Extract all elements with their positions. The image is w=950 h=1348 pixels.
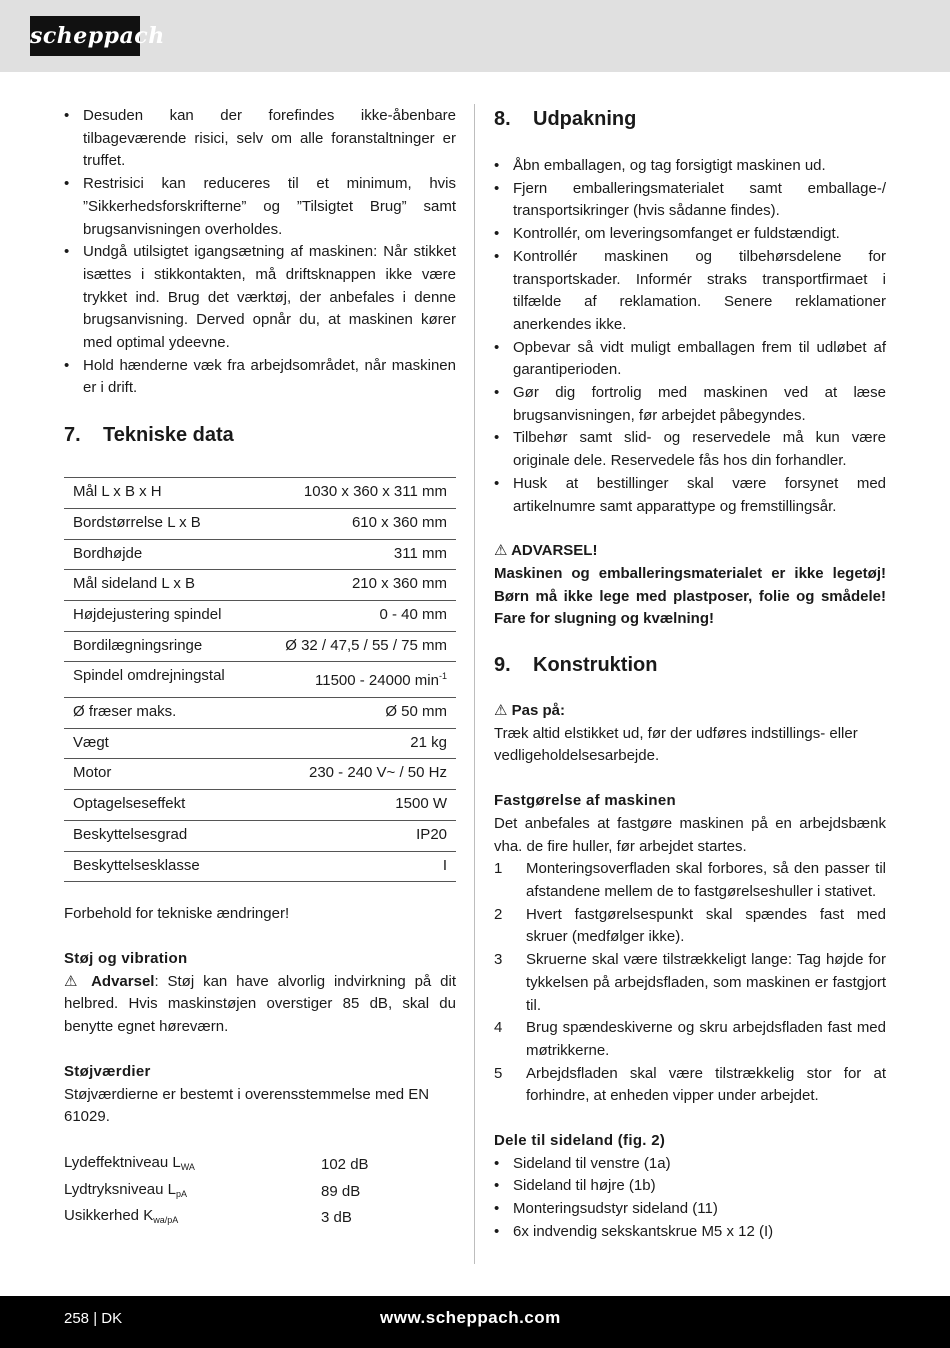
list-item: 1 Monteringsoverfladen skal forbores, så den passer til afstandene mellem de to fastgørelseshuller i stativet. <box>494 860 886 900</box>
table-row <box>64 851 456 882</box>
fastening-intro: Det anbefales at fastgøre maskinen på en arbejdsbænk vha. de fire huller, før arbejdet startes. <box>494 814 886 855</box>
list-item: • Tilbehør samt slid- og reservedele må kun være originale dele. Reservedele fås hos din forhandler. <box>494 427 886 472</box>
page-number: 258 | DK <box>64 1310 123 1327</box>
section-title: Udpakning <box>533 108 637 130</box>
spec-label: Motor <box>64 759 244 790</box>
caution-text: Træk altid elstikket ud, før der udføres indstillings- eller vedligeholdelsesarbejde. <box>494 724 858 765</box>
list-item: • Hold hænderne væk fra arbejdsområdet, når maskinen er i drift. <box>64 355 456 400</box>
unpacking-bullet-list <box>494 155 886 518</box>
list-item: • Husk at bestillinger skal være forsynet med artikelnumre samt apparattype og fremstillingsår. <box>494 473 886 518</box>
spec-label: Beskyttelsesklasse <box>64 851 244 882</box>
list-item: • Sideland til venstre (1a) <box>494 1153 886 1176</box>
table-row <box>64 478 456 509</box>
list-item: • 6x indvendig sekskantskrue M5 x 12 (I) <box>494 1221 886 1244</box>
list-item: • Monteringsudstyr sideland (11) <box>494 1198 886 1221</box>
list-item: • Restrisici kan reduceres til et minimum, hvis ”Sikkerhedsforskrifterne” og ”Tilsigtet Brug” samt brugsanvisningen overholdes. <box>64 173 456 241</box>
noise-label: Lydtryksniveau $L_{pA}$ <box>64 1180 188 1199</box>
noise-warning <box>64 971 456 1039</box>
list-item: • Åbn emballagen, og tag forsigtigt maskinen ud. <box>494 155 886 178</box>
warning-icon: ⚠ <box>494 542 508 560</box>
spec-value: 11500 - 24000 $\min^{-1}$ <box>244 662 456 698</box>
header-bar <box>0 0 950 72</box>
noise-values-heading: Støjværdier <box>64 1062 151 1080</box>
table-row <box>64 790 456 821</box>
warning-text: : Støj kan have alvorlig indvirkning på dit helbred. Hvis maskinstøjen overstiger 85 dB, skal du benytte egnet høreværn. <box>64 972 456 1036</box>
spec-label: Mål L x B x H <box>64 478 244 509</box>
spec-label: Optagelseseffekt <box>64 790 244 821</box>
spec-value: Ø 50 mm <box>244 698 456 729</box>
noise-label: Usikkerhed $K_{wa/pA}$ <box>64 1207 179 1226</box>
warning-label: Advarsel <box>91 972 155 990</box>
noise-vibration-heading: Støj og vibration <box>64 949 188 967</box>
list-item: • Kontrollér maskinen og tilbehørsdelene for transportskader. Informér straks transportfirmaet i tilfælde af reklamation. Senere reklamationer anerkendes ikke. <box>494 246 886 337</box>
list-item: • Gør dig fortrolig med maskinen ved at læse brugsanvisningen, før arbejdet påbegyndes. <box>494 382 886 427</box>
spec-value: 311 mm <box>244 539 456 570</box>
noise-value: 102 dB <box>321 1155 369 1173</box>
spec-value: IP20 <box>244 820 456 851</box>
reservation-note: Forbehold for tekniske ændringer! <box>64 905 290 923</box>
list-item: 3 Skruerne skal være tilstrækkeligt lange: Tag højde for tykkelsen på arbejdsfladen, som maskinen er fastgjort til. <box>494 951 886 1014</box>
spec-label: Højdejustering spindel <box>64 600 244 631</box>
spec-label: Ø fræser maks. <box>64 698 244 729</box>
list-item: • Undgå utilsigtet igangsætning af maskinen: Når stikket isættes i stikkontakten, må driftsknappen ikke være trykket ind. Brug det værktøj, der anbefales i denne brugsanvisning. Derved opnår du, at maskinen kører med optimal ydeevne. <box>64 241 456 355</box>
spec-value: Ø 32 / 47,5 / 55 / 75 mm <box>244 631 456 662</box>
warning-title: ADVARSEL! <box>511 542 598 560</box>
technical-data-table <box>64 477 456 882</box>
spec-label: Vægt <box>64 728 244 759</box>
table-row <box>64 820 456 851</box>
warning-text: Maskinen og emballeringsmaterialet er ikke legetøj! Børn må ikke lege med plastposer, folie og smådele! Fare for slugning og kvælning! <box>494 564 886 628</box>
section-8-heading <box>494 106 886 132</box>
footer-bar <box>0 1296 950 1348</box>
section-number: 8. <box>494 108 511 130</box>
section-number: 7. <box>64 424 81 447</box>
list-item: • Sideland til højre (1b) <box>494 1175 886 1198</box>
spec-label: Spindel omdrejningstal <box>64 662 244 698</box>
list-item: 4 Brug spændeskiverne og skru arbejdsfladen fast med møtrikkerne. <box>494 1019 886 1059</box>
list-item: • Kontrollér, om leveringsomfanget er fuldstændigt. <box>494 223 886 246</box>
safety-bullet-list <box>64 105 456 400</box>
list-item: • Desuden kan der forefindes ikke-åbenbare tilbageværende risici, selv om alle foranstaltninger er truffet. <box>64 105 456 173</box>
section-9-heading <box>494 652 886 678</box>
table-row <box>64 1179 369 1206</box>
parts-bullet-list <box>494 1153 886 1244</box>
spec-value: 0 - 40 mm <box>244 600 456 631</box>
noise-label: Lydeffektniveau $L_{WA}$ <box>64 1153 195 1172</box>
table-row <box>64 728 456 759</box>
spec-label: Bordhøjde <box>64 539 244 570</box>
caution-title: Pas på: <box>511 702 565 720</box>
list-item: 5 Arbejdsfladen skal være tilstrækkelig stor for at forhindre, at enheden vipper under arbejdet. <box>494 1064 886 1105</box>
table-row <box>64 698 456 729</box>
spec-label: Beskyttelsesgrad <box>64 820 244 851</box>
section-number: 9. <box>494 654 511 677</box>
spec-value: 610 x 360 mm <box>244 508 456 539</box>
spec-label: Bordstørrelse L x B <box>64 508 244 539</box>
caution-heading <box>494 700 886 723</box>
table-row <box>64 600 456 631</box>
list-item: • Opbevar så vidt muligt emballagen frem til udløbet af garantiperioden. <box>494 337 886 382</box>
scheppach-logo: scheppach <box>30 16 140 56</box>
parts-heading: Dele til sideland (fig. 2) <box>494 1132 666 1150</box>
section-title: Tekniske data <box>103 424 234 447</box>
spec-value: 230 - 240 V~ / 50 Hz <box>244 759 456 790</box>
list-item: 2 Hvert fastgørelsespunkt skal spændes fast med skruer (medfølger ikke). <box>494 905 886 946</box>
spec-value: 1500 W <box>244 790 456 821</box>
spec-value: I <box>244 851 456 882</box>
noise-values-text: Støjværdierne er bestemt i overensstemmelse med EN 61029. <box>64 1085 430 1126</box>
table-row <box>64 570 456 601</box>
noise-value: 3 dB <box>321 1209 352 1227</box>
column-divider <box>474 104 475 1264</box>
caution-icon: ⚠ <box>494 702 508 720</box>
table-row <box>64 1152 369 1179</box>
noise-value: 89 dB <box>321 1182 361 1200</box>
table-row <box>64 539 456 570</box>
left-column <box>64 105 456 1232</box>
table-row <box>64 1205 369 1232</box>
spec-label: Bordilægningsringe <box>64 631 244 662</box>
spec-value: 1030 x 360 x 311 mm <box>244 478 456 509</box>
section-title: Konstruktion <box>533 654 658 677</box>
website-url: www.scheppach.com <box>380 1308 561 1327</box>
list-item: • Fjern emballeringsmaterialet samt emballage-/ transportsikringer (hvis sådanne findes). <box>494 178 886 223</box>
fastening-steps-list <box>494 858 886 1108</box>
right-column <box>494 105 886 1244</box>
spec-value: 21 kg <box>244 728 456 759</box>
table-row <box>64 508 456 539</box>
warning-icon: ⚠ <box>64 972 83 990</box>
warning-heading <box>494 540 886 563</box>
spec-value: 210 x 360 mm <box>244 570 456 601</box>
noise-values-table <box>64 1152 369 1232</box>
table-row <box>64 662 456 698</box>
table-row <box>64 631 456 662</box>
section-7-heading <box>64 422 456 448</box>
spec-label: Mål sideland L x B <box>64 570 244 601</box>
table-row <box>64 759 456 790</box>
fastening-heading: Fastgørelse af maskinen <box>494 792 676 810</box>
